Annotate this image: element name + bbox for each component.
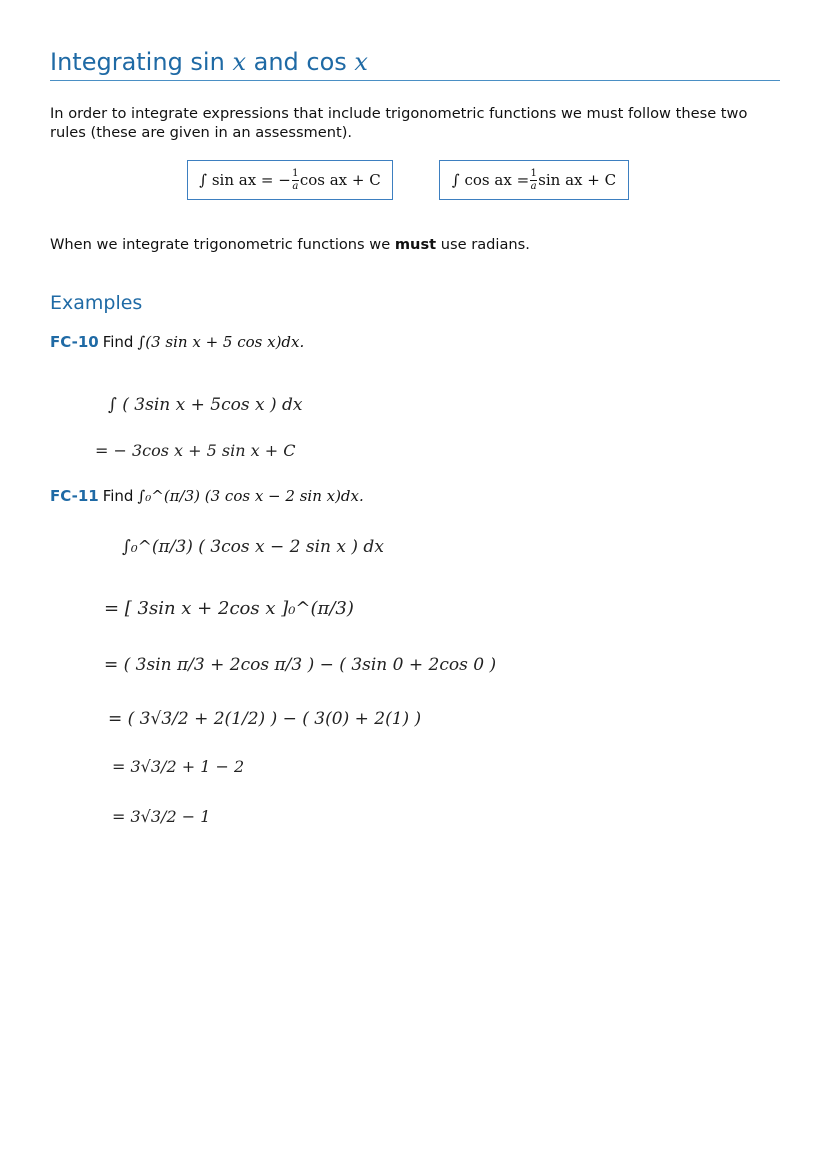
working-line-integral: ∫ ( 3sin x + 5cos x ) dx	[108, 395, 303, 415]
rule-text: cos ax + C	[299, 171, 381, 189]
title-variable: x	[232, 48, 246, 76]
working-line-substitution: = ( 3sin π/3 + 2cos π/3 ) − ( 3sin 0 + 2cos 0 )	[104, 655, 497, 675]
fraction-denominator: a	[292, 180, 299, 192]
title-text: Integrating sin	[50, 48, 233, 76]
working-line-answer: = − 3cos x + 5 sin x + C	[95, 441, 296, 460]
note-text: When we integrate trigonometric functions we	[50, 236, 395, 253]
working-line-final: = 3√3/2 − 1	[112, 807, 211, 826]
intro-paragraph: In order to integrate expressions that include trigonometric functions we must follow these two rules (these are given in an assessment).	[50, 105, 748, 141]
note-text: use radians.	[436, 236, 530, 253]
fraction-numerator: 1	[530, 167, 537, 179]
fraction-numerator: 1	[292, 167, 299, 179]
examples-heading: Examples	[50, 292, 143, 314]
working-line-integral: ∫₀^(π/3) ( 3cos x − 2 sin x ) dx	[122, 537, 384, 557]
question-verb: Find	[102, 333, 134, 351]
title-text: and cos	[245, 48, 355, 76]
question-verb: Find	[102, 487, 134, 505]
working-line-evaluation: = ( 3√3/2 + 2(1/2) ) − ( 3(0) + 2(1) )	[108, 709, 422, 729]
working-line-simplify: = 3√3/2 + 1 − 2	[112, 757, 245, 776]
working-line-antiderivative: = [ 3sin x + 2cos x ]₀^(π/3)	[104, 598, 354, 619]
rule-text: ∫ sin ax = −	[199, 171, 291, 189]
rule-text: ∫ cos ax =	[451, 171, 530, 189]
fraction-denominator: a	[530, 180, 537, 192]
question-code: FC-10	[50, 333, 99, 351]
question-expression: ∫₀^(π/3) (3 cos x − 2 sin x)dx.	[137, 487, 364, 505]
note-emphasis: must	[394, 236, 437, 253]
question-code: FC-11	[50, 487, 99, 505]
rule-text: sin ax + C	[538, 171, 617, 189]
question-expression: ∫(3 sin x + 5 cos x)dx.	[137, 333, 305, 351]
title-variable: x	[354, 48, 368, 76]
